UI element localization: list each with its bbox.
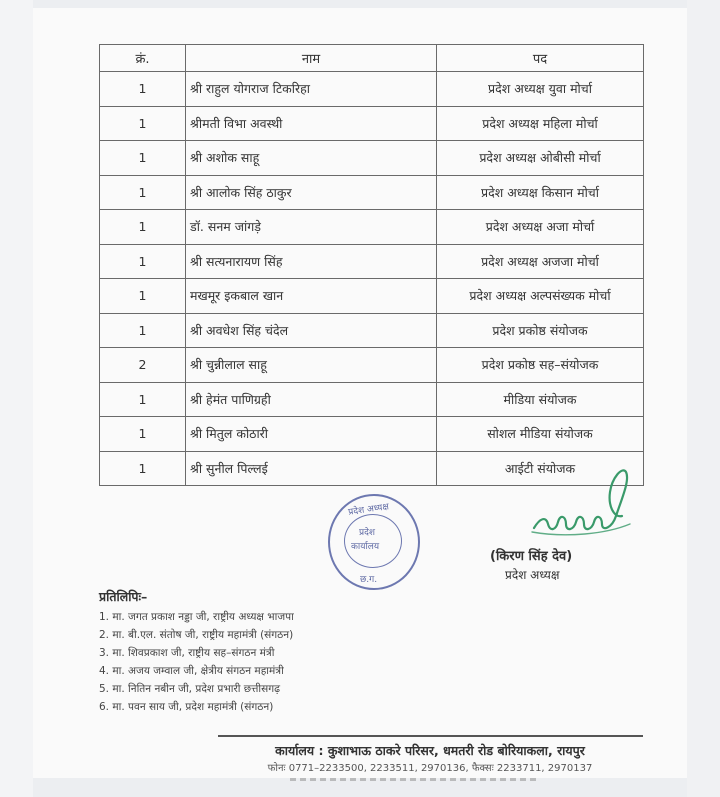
- footer-office-address: कार्यालय : कुशाभाऊ ठाकरे परिसर, धमतरी रोड बोरियाकला, रायपुर: [275, 743, 585, 758]
- cell-post: आईटी संयोजक: [437, 451, 644, 486]
- appointments-table: [99, 44, 644, 486]
- cell-name: श्री आलोक सिंह ठाकुर: [186, 175, 437, 210]
- cell-post: सोशल मीडिया संयोजक: [437, 417, 644, 452]
- cell-name: श्री सत्यनारायण सिंह: [186, 244, 437, 279]
- seal-inner-ring: [344, 514, 402, 568]
- list-item: 5. मा. नितिन नबीन जी, प्रदेश प्रभारी छत्तीसगढ़: [99, 683, 281, 695]
- table-row: [100, 72, 644, 107]
- table-row: [100, 279, 644, 314]
- list-item: 4. मा. अजय जम्वाल जी, क्षेत्रीय संगठन महामंत्री: [99, 665, 284, 677]
- header-name: नाम: [186, 45, 437, 72]
- list-item: 1. मा. जगत प्रकाश नड्डा जी, राष्ट्रीय अध्यक्ष भाजपा: [99, 611, 294, 623]
- cell-serial: 1: [100, 244, 186, 279]
- table-header-row: [100, 45, 644, 72]
- table-row: [100, 244, 644, 279]
- table-row: [100, 106, 644, 141]
- cell-post: प्रदेश अध्यक्ष युवा मोर्चा: [437, 72, 644, 107]
- seal-inner-text-1: प्रदेश: [359, 528, 376, 538]
- cell-serial: 1: [100, 175, 186, 210]
- footer-divider: [218, 735, 643, 737]
- table-row: [100, 175, 644, 210]
- cell-post: प्रदेश प्रकोष्ठ सह–संयोजक: [437, 348, 644, 383]
- header-serial: क्रं.: [100, 45, 186, 72]
- table-row: [100, 348, 644, 383]
- handwritten-signature: [526, 458, 646, 548]
- table-row: [100, 210, 644, 245]
- cell-name: श्री चुन्नीलाल साहू: [186, 348, 437, 383]
- cell-post: प्रदेश अध्यक्ष ओबीसी मोर्चा: [437, 141, 644, 176]
- cell-serial: 1: [100, 106, 186, 141]
- table-row: [100, 141, 644, 176]
- cell-serial: 1: [100, 451, 186, 486]
- list-item: 2. मा. बी.एल. संतोष जी, राष्ट्रीय महामंत्री (संगठन): [99, 629, 294, 641]
- table-row: [100, 313, 644, 348]
- seal-inner-text-2: कार्यालय: [351, 542, 380, 552]
- cell-post: प्रदेश अध्यक्ष अल्पसंख्यक मोर्चा: [437, 279, 644, 314]
- cell-post: मीडिया संयोजक: [437, 382, 644, 417]
- table-row: [100, 382, 644, 417]
- cell-post: प्रदेश अध्यक्ष महिला मोर्चा: [437, 106, 644, 141]
- cell-name: डॉ. सनम जांगड़े: [186, 210, 437, 245]
- cell-serial: 1: [100, 382, 186, 417]
- list-item: 6. मा. पवन साय जी, प्रदेश महामंत्री (संगठन): [99, 701, 274, 713]
- header-post: पद: [437, 45, 644, 72]
- cell-post: प्रदेश अध्यक्ष किसान मोर्चा: [437, 175, 644, 210]
- page-left-margin: [0, 0, 33, 797]
- cell-serial: 1: [100, 417, 186, 452]
- cell-name: श्री राहुल योगराज टिकरिहा: [186, 72, 437, 107]
- signatory-role: प्रदेश अध्यक्ष: [505, 568, 560, 582]
- copy-to-list: [99, 608, 294, 716]
- cell-name: श्री अशोक साहू: [186, 141, 437, 176]
- table-row: [100, 417, 644, 452]
- cell-post: प्रदेश प्रकोष्ठ संयोजक: [437, 313, 644, 348]
- cell-serial: 1: [100, 72, 186, 107]
- cell-name: श्री अवधेश सिंह चंदेल: [186, 313, 437, 348]
- cell-name: श्री मितुल कोठारी: [186, 417, 437, 452]
- cell-serial: 1: [100, 210, 186, 245]
- signatory-name: (किरण सिंह देव): [490, 549, 573, 564]
- office-seal: [328, 494, 420, 590]
- copy-to-heading: प्रतिलिपिः–: [99, 589, 148, 604]
- cell-name: मखमूर इकबाल खान: [186, 279, 437, 314]
- page-right-margin: [687, 0, 720, 797]
- seal-outer-text: प्रदेश अध्यक्ष: [347, 502, 390, 518]
- cell-name: श्री सुनील पिल्लई: [186, 451, 437, 486]
- list-item: 3. मा. शिवप्रकाश जी, राष्ट्रीय सह–संगठन मंत्री: [99, 647, 275, 659]
- cell-post: प्रदेश अध्यक्ष अजजा मोर्चा: [437, 244, 644, 279]
- footer-contact: फोनः 0771–2233500, 2233511, 2970136, फैक्सः 2233711, 2970137: [267, 763, 593, 774]
- cell-serial: 1: [100, 141, 186, 176]
- cell-name: श्रीमती विभा अवस्थी: [186, 106, 437, 141]
- cell-post: प्रदेश अध्यक्ष अजा मोर्चा: [437, 210, 644, 245]
- cell-name: श्री हेमंत पाणिग्रही: [186, 382, 437, 417]
- footer-cut-off-text: [290, 778, 540, 781]
- cell-serial: 1: [100, 279, 186, 314]
- cell-serial: 1: [100, 313, 186, 348]
- cell-serial: 2: [100, 348, 186, 383]
- seal-bottom-text: छ.ग.: [360, 575, 378, 585]
